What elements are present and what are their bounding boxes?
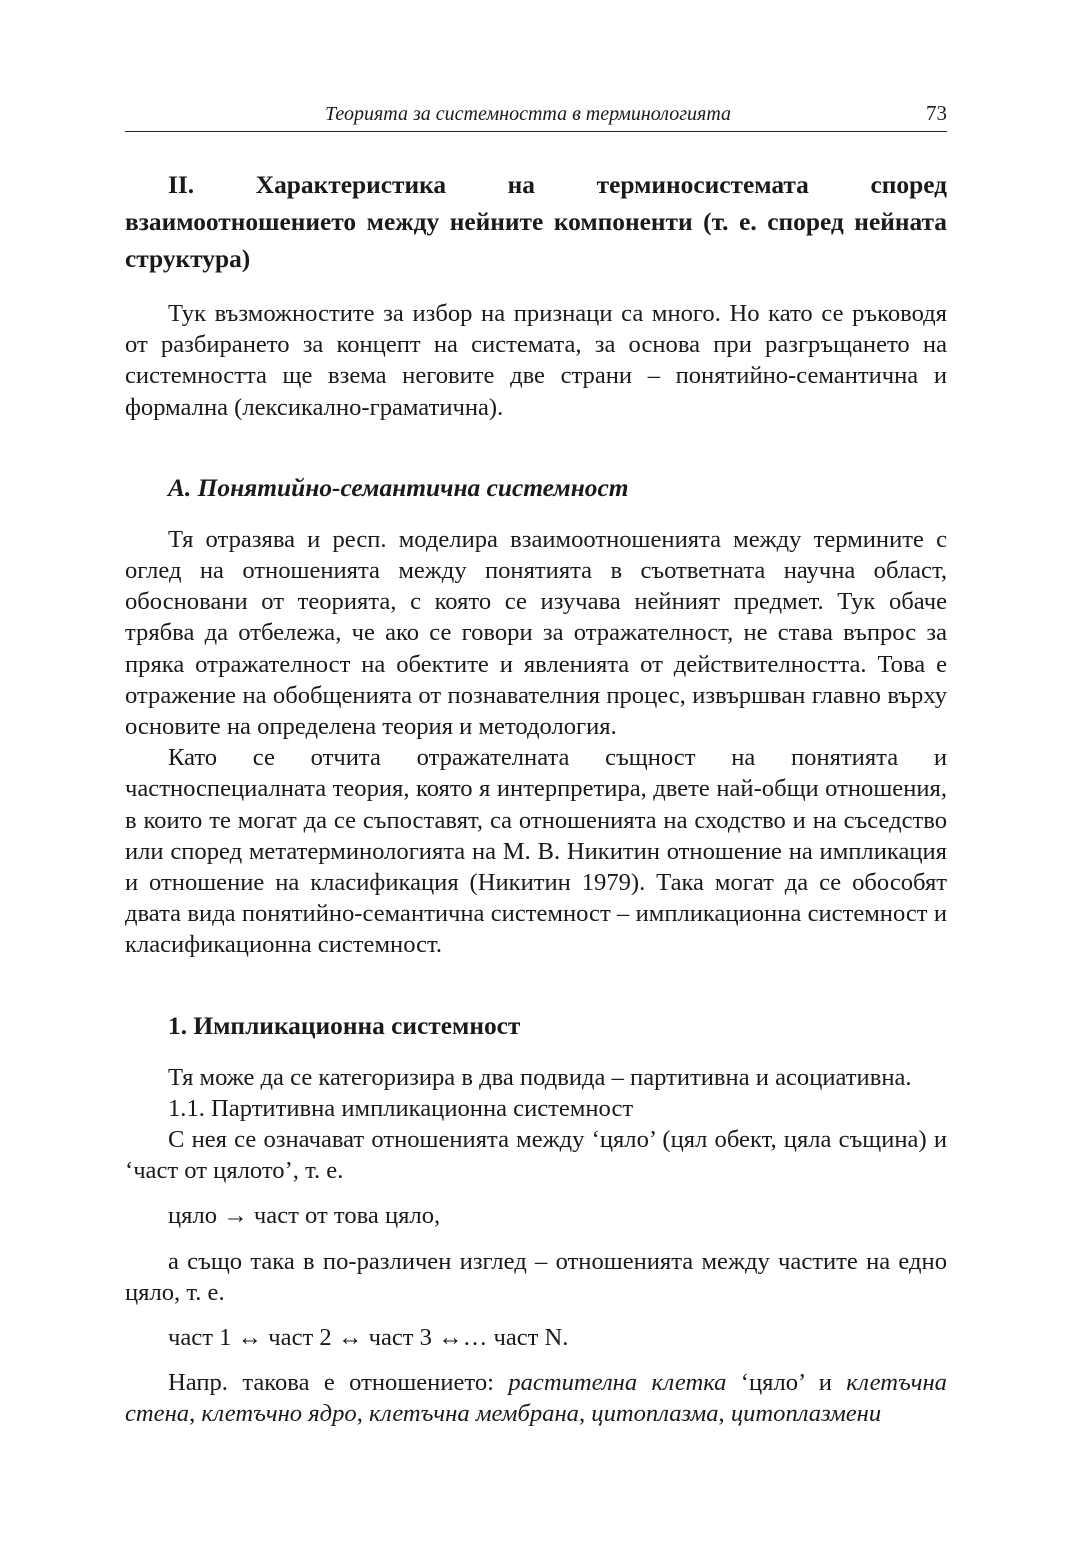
intro-paragraph: Тук възможностите за избор на признаци са много. Но като се ръководя от разбирането за концепт на системата, за основа при разгръщането на системността ще взема неговите две страни – понятийно-семантична и формална (лексикално-граматична).: [125, 300, 947, 421]
example-lead: Напр. такова е отношението:: [168, 1369, 509, 1397]
example-term: цитоплазма: [591, 1400, 719, 1428]
running-head-title: Теорията за системността в терминологията: [325, 103, 732, 125]
paragraph-1c: С нея се означават отношенията между ‘цяло’ (цял обект, цяла същина) и ‘част от цялото’, т. е.: [125, 1126, 947, 1185]
page-number: 73: [926, 101, 947, 125]
example-separator: ,: [356, 1400, 369, 1428]
paragraph-a1: Тя отразява и респ. моделира взаимоотношенията между термините с оглед на отношенията между понятията в съответната научна област, обосновани от теорията, с която се изучава нейният предмет. Тук обаче трябва да отбележа, че ако се говори за отражателност, не става въпрос за пряка отражателност на обектите и явленията от действителността. Това е отражение на обобщенията от познавателния процес, извършван главно върху основите на определена теория и методология.: [125, 525, 947, 741]
paragraph-1d: а също така в по-различен изглед – отношенията между частите на едно цяло, т. е.: [125, 1247, 947, 1306]
paragraph-1a: Тя може да се категоризира в два подвида – партитивна и асоциативна.: [168, 1063, 912, 1091]
example-term: клетъчно ядро: [201, 1400, 357, 1428]
example-separator: ,: [578, 1400, 592, 1428]
body-text: [125, 167, 947, 1430]
example-separator: ,: [189, 1400, 202, 1428]
subsection-heading: А. Понятийно-семантична системност: [168, 473, 629, 502]
section-heading: II. Характеристика на терминосистемата според взаимоотношението между нейните компоненти (т. е. според нейната структура): [125, 171, 947, 273]
example-term: цитоплазмени: [730, 1400, 882, 1428]
paragraph-1b: 1.1. Партитивна импликационна системност: [168, 1094, 634, 1122]
numbered-heading: 1. Импликационна системност: [168, 1011, 521, 1040]
paragraph-a2: Като се отчита отражателната същност на понятията и частноспециалната теория, която я интерпретира, двете най-общи отношения, в които те могат да се съпоставят, са отношенията на сходство и на съседство или според метатерминологията на М. В. Никитин отношение на импликация и отношение на класификация (Никитин 1979). Така могат да се обособят двата вида понятийно-семантична системност – импликационна системност и класификационна системност.: [125, 744, 947, 959]
running-head: [125, 100, 947, 132]
example-term: клетъчна стена: [125, 1369, 947, 1428]
formula-whole-part: цяло → част от това цяло,: [168, 1202, 441, 1230]
example-gloss: ‘цяло’ и: [726, 1369, 847, 1397]
example-paragraph: [125, 1367, 947, 1429]
formula-parts-chain: част 1 ↔ част 2 ↔ част 3 ↔… част N.: [168, 1324, 569, 1352]
example-term: клетъчна мембрана: [368, 1400, 579, 1428]
example-term: растителна клетка: [508, 1369, 727, 1397]
example-separator: ,: [718, 1400, 731, 1428]
